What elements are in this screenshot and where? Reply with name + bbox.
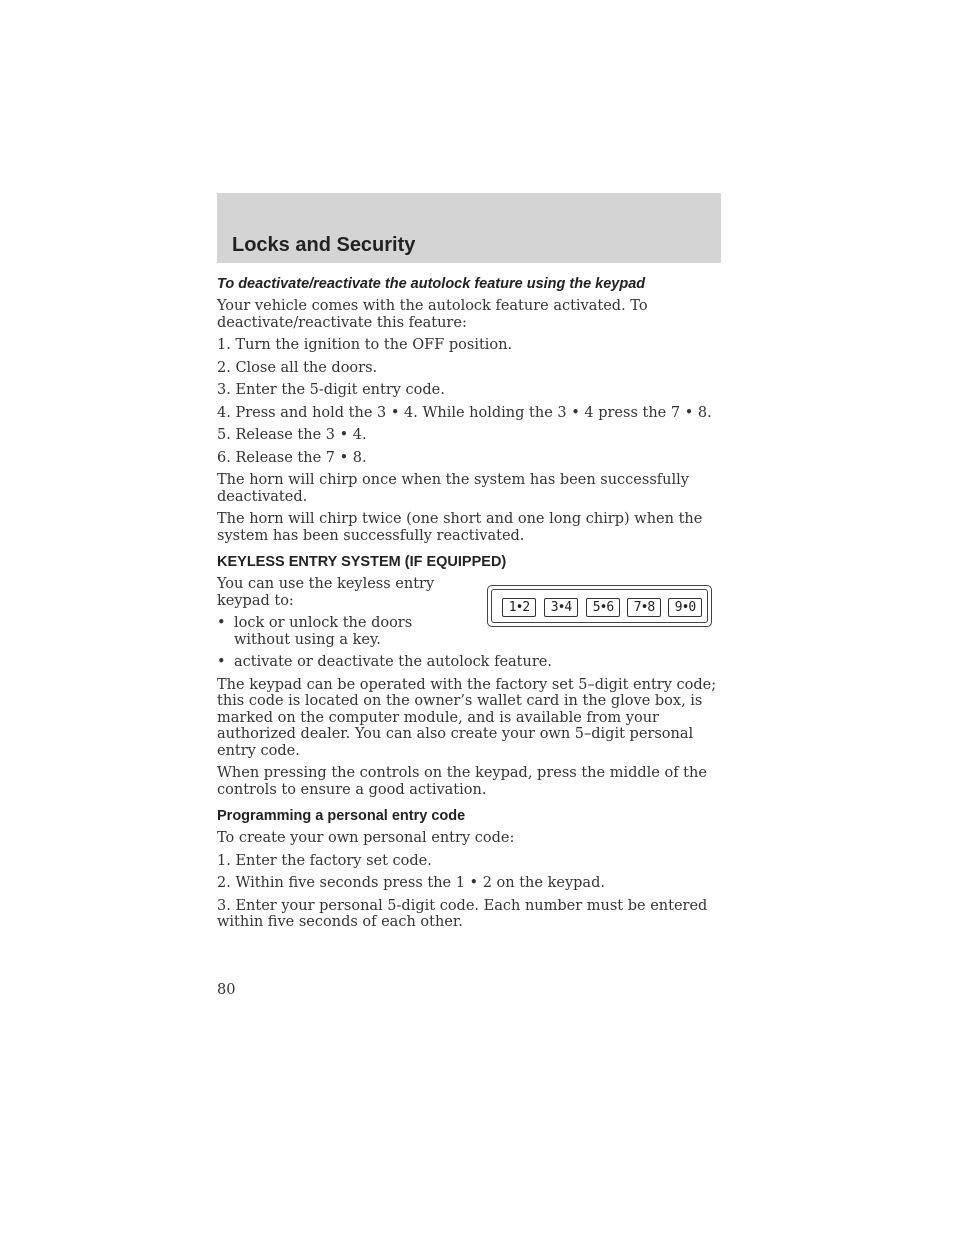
list-item-text: lock or unlock the doors without using a key. bbox=[234, 615, 413, 648]
autolock-heading: To deactivate/reactivate the autolock feature using the keypad bbox=[217, 276, 646, 292]
page-title: Locks and Security bbox=[232, 234, 416, 256]
keypad-frame bbox=[491, 589, 708, 623]
autolock-step: 5. Release the 3 • 4. bbox=[217, 427, 367, 443]
keyless-intro: You can use the keyless entry keypad to: bbox=[217, 576, 435, 609]
programming-step: 2. Within five seconds press the 1 • 2 on the keypad. bbox=[217, 875, 605, 891]
programming-step: 1. Enter the factory set code. bbox=[217, 852, 432, 869]
keypad-key-1-2: 1•2 bbox=[502, 598, 536, 617]
list-item-text: activate or deactivate the autolock feature. bbox=[234, 654, 552, 670]
list-item bbox=[217, 615, 467, 648]
autolock-step: 4. Press and hold the 3 • 4. While holding the 3 • 4 press the 7 • 8. bbox=[217, 404, 712, 421]
programming-intro: To create your own personal entry code: bbox=[217, 830, 515, 846]
keypad-key-7-8: 7•8 bbox=[627, 598, 661, 617]
programming-heading: Programming a personal entry code bbox=[217, 808, 466, 824]
autolock-step: 1. Turn the ignition to the OFF position. bbox=[217, 337, 513, 353]
bullet-icon: • bbox=[217, 654, 226, 670]
section-header bbox=[217, 193, 721, 263]
programming-step: 3. Enter your personal 5-digit code. Each number must be entered within five seconds of each other. bbox=[217, 897, 708, 930]
keypad-key-5-6: 5•6 bbox=[586, 598, 620, 617]
pressing-controls-paragraph: When pressing the controls on the keypad, press the middle of the controls to ensure a good activation. bbox=[217, 765, 707, 798]
keypad-illustration bbox=[487, 585, 712, 627]
list-item bbox=[217, 654, 721, 671]
bullet-icon: • bbox=[217, 615, 226, 631]
keypad-key-9-0: 9•0 bbox=[668, 598, 702, 617]
autolock-step: 2. Close all the doors. bbox=[217, 359, 378, 376]
page-number: 80 bbox=[217, 982, 236, 998]
horn-note-deactivated: The horn will chirp once when the system has been successfully deactivated. bbox=[217, 472, 689, 505]
keyless-entry-heading: KEYLESS ENTRY SYSTEM (IF EQUIPPED) bbox=[217, 554, 507, 570]
keypad-key-3-4: 3•4 bbox=[544, 598, 578, 617]
autolock-step: 3. Enter the 5-digit entry code. bbox=[217, 382, 445, 398]
factory-code-paragraph: The keypad can be operated with the factory set 5–digit entry code; this code is located on the owner’s wallet card in the glove box, is marked on the computer module, and is available from your authorized dealer. You can also create your own 5–digit personal entry code. bbox=[217, 676, 717, 759]
autolock-step: 6. Release the 7 • 8. bbox=[217, 449, 367, 466]
autolock-intro: Your vehicle comes with the autolock feature activated. To deactivate/reactivate this feature: bbox=[217, 298, 648, 331]
horn-note-reactivated: The horn will chirp twice (one short and one long chirp) when the system has been successfully reactivated. bbox=[217, 511, 703, 544]
